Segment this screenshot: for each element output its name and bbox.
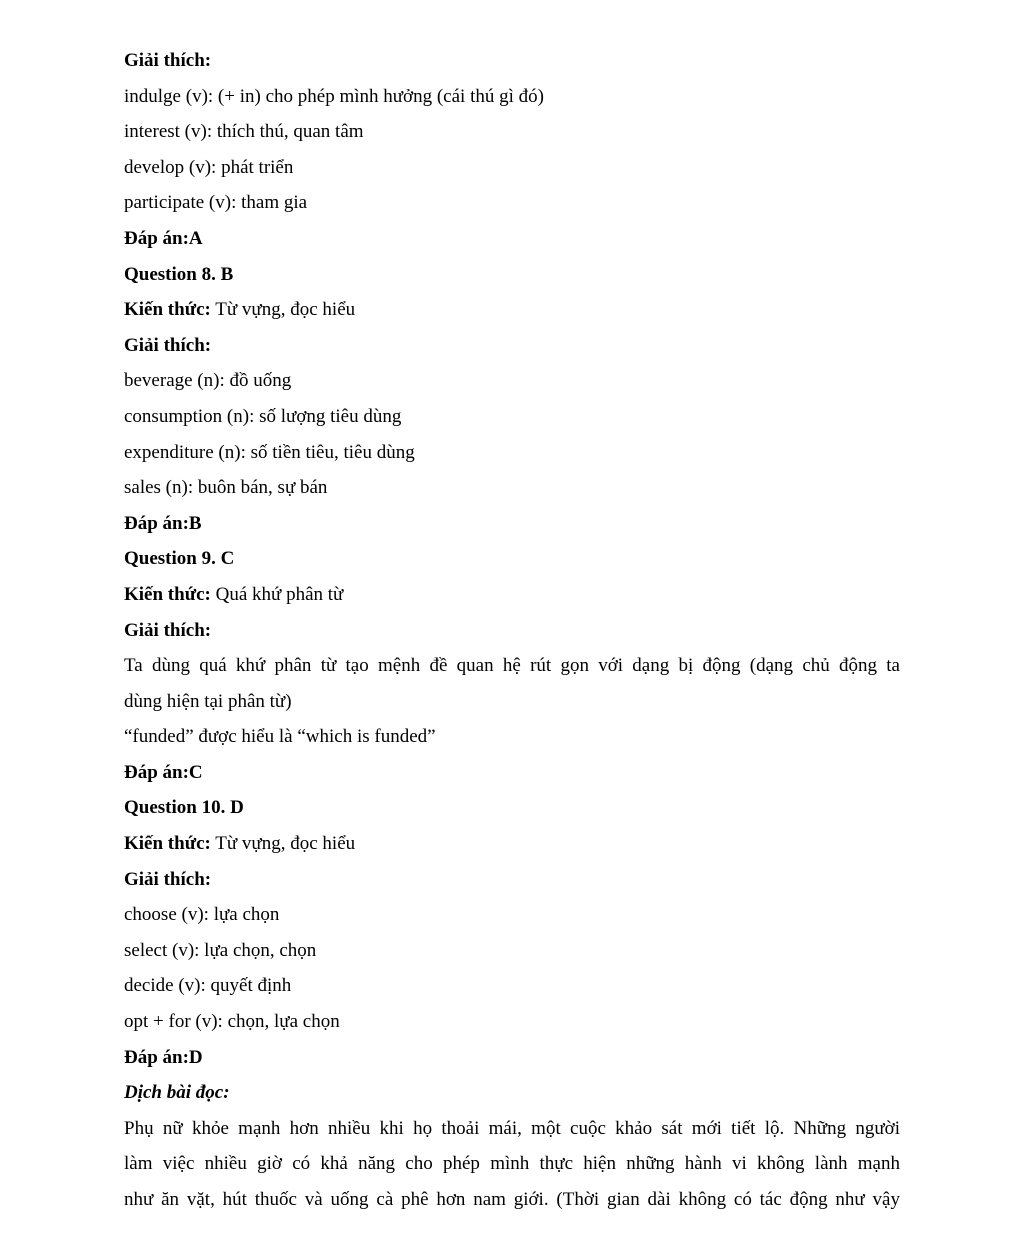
q10-knowledge — [124, 826, 900, 862]
q10-explain-heading: Giải thích: — [124, 868, 212, 890]
q9-explain-line-1: Ta dùng quá khứ phân từ tạo mệnh đề quan hệ rút gọn với dạng bị động (dạng chủ động ta — [124, 655, 900, 677]
q9-knowledge-value: Quá khứ phân từ — [210, 583, 344, 605]
q10-title: Question 10. D — [124, 797, 244, 819]
q8-title: Question 8. B — [124, 263, 234, 285]
translation-heading: Dịch bài đọc: — [124, 1082, 230, 1104]
q9-title: Question 9. C — [124, 548, 235, 570]
q10-item-select: select (v): lựa chọn, chọn — [124, 939, 317, 961]
translation-line-1: Phụ nữ khỏe mạnh hơn nhiều khi họ thoải mái, một cuộc khảo sát mới tiết lộ. Những người — [124, 1117, 900, 1139]
q8-answer: Đáp án:B — [124, 512, 202, 534]
q7-item-indulge: indulge (v): (+ in) cho phép mình hưởng (cái thú gì đó) — [124, 85, 544, 107]
document-page — [124, 43, 900, 1218]
q7-answer: Đáp án:A — [124, 227, 203, 249]
q7-item-develop: develop (v): phát triển — [124, 156, 294, 178]
q10-item-choose: choose (v): lựa chọn — [124, 904, 280, 926]
q8-item-expenditure: expenditure (n): số tiền tiêu, tiêu dùng — [124, 441, 415, 463]
q8-knowledge-value: Từ vựng, đọc hiểu — [210, 299, 356, 321]
q7-explain-heading: Giải thích: — [124, 50, 212, 71]
q9-explain-line-3: “funded” được hiểu là “which is funded” — [124, 726, 436, 748]
q9-answer: Đáp án:C — [124, 761, 203, 783]
q8-knowledge — [124, 292, 900, 328]
q9-explain-line-2: dùng hiện tại phân từ) — [124, 690, 292, 712]
q8-explain-heading: Giải thích: — [124, 334, 212, 356]
q10-item-decide: decide (v): quyết định — [124, 975, 292, 997]
q9-knowledge — [124, 577, 900, 613]
q7-item-interest: interest (v): thích thú, quan tâm — [124, 121, 364, 143]
q8-item-consumption: consumption (n): số lượng tiêu dùng — [124, 405, 402, 427]
q8-item-sales: sales (n): buôn bán, sự bán — [124, 477, 328, 499]
q8-knowledge-label: Kiến thức: — [124, 299, 211, 321]
translation-line-2: làm việc nhiều giờ có khả năng cho phép mình thực hiện những hành vi không lành mạnh — [124, 1153, 900, 1175]
q10-knowledge-label: Kiến thức: — [124, 833, 211, 855]
q7-item-participate: participate (v): tham gia — [124, 192, 308, 214]
q9-knowledge-label: Kiến thức: — [124, 583, 211, 605]
q10-item-opt-for: opt + for (v): chọn, lựa chọn — [124, 1011, 340, 1033]
translation-line-3: như ăn vặt, hút thuốc và uống cà phê hơn nam giới. (Thời gian dài không có tác động như vậy — [124, 1189, 900, 1210]
q8-item-beverage: beverage (n): đồ uống — [124, 370, 292, 392]
q10-answer: Đáp án:D — [124, 1046, 203, 1068]
q9-explain-heading: Giải thích: — [124, 619, 212, 641]
q10-knowledge-value: Từ vựng, đọc hiểu — [210, 833, 356, 855]
